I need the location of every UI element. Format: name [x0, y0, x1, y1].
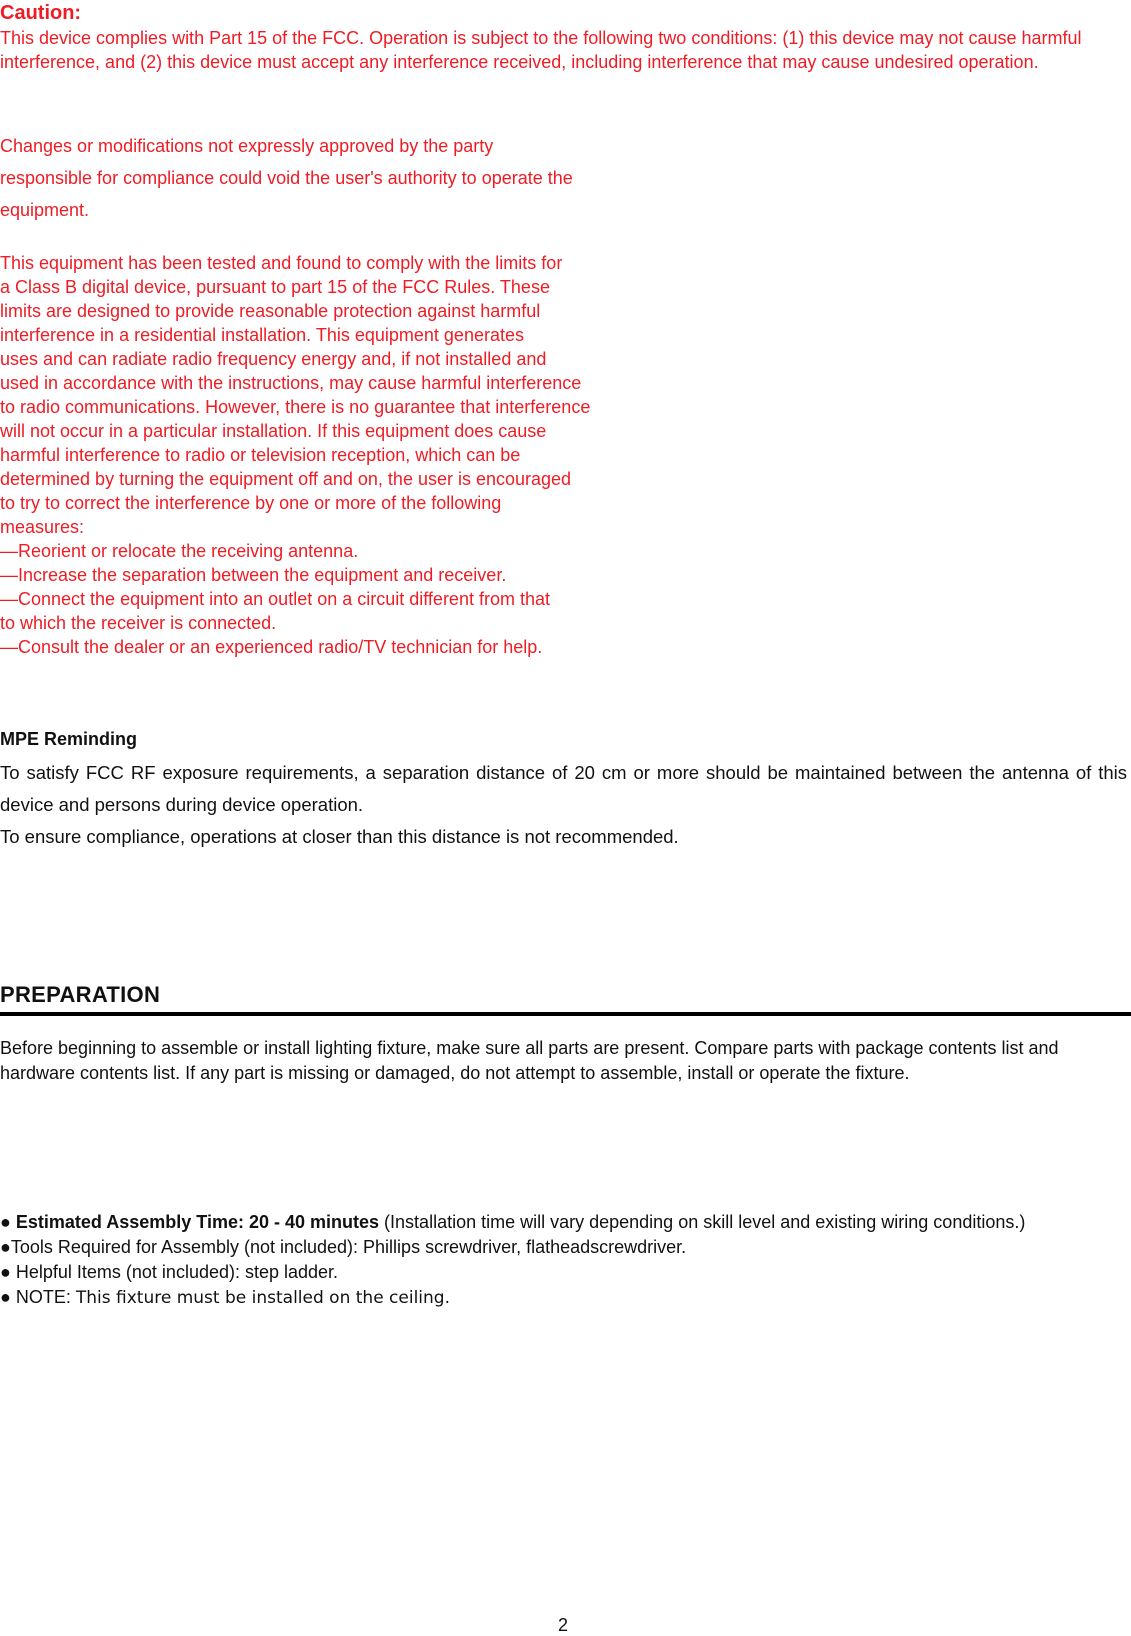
preparation-body: Before beginning to assemble or install lighting fixture, make sure all parts are present. Compare parts with package contents list and hardware contents list. If any part is missing or damaged, do not attempt to assemble, install or operate the fixture.: [0, 1038, 1059, 1083]
modifications-warning-line: Changes or modifications not expressly approved by the party: [0, 136, 494, 156]
assembly-info-list: [0, 1210, 1128, 1311]
section-divider: [0, 1012, 1131, 1016]
class-b-statement: [0, 251, 760, 659]
helpful-items-item: ● Helpful Items (not included): step ladder.: [0, 1262, 339, 1282]
page-number: 2: [558, 1615, 569, 1635]
class-b-line: harmful interference to radio or television reception, which can be: [0, 445, 521, 465]
mpe-paragraph: To satisfy FCC RF exposure requirements, a separation distance of 20 cm or more should be maintained between the antenna of this device and persons during device operation.: [0, 762, 1127, 815]
class-b-measure: —Increase the separation between the equipment and receiver.: [0, 565, 507, 585]
note-label: ● NOTE:: [0, 1287, 71, 1307]
preparation-heading: PREPARATION: [0, 982, 161, 1007]
note-text: This fixture must be installed on the ceiling.: [75, 1288, 450, 1308]
modifications-warning-line: responsible for compliance could void the user's authority to operate the: [0, 168, 573, 188]
class-b-line: will not occur in a particular installation. If this equipment does cause: [0, 421, 547, 441]
assembly-time-item: [0, 1210, 1128, 1235]
modifications-warning-line: equipment.: [0, 200, 90, 220]
class-b-line: This equipment has been tested and found to comply with the limits for: [0, 253, 563, 273]
class-b-line: a Class B digital device, pursuant to part 15 of the FCC Rules. These: [0, 277, 550, 297]
modifications-warning: [0, 130, 700, 226]
assembly-time-label: Estimated Assembly Time: 20 - 40 minutes: [15, 1212, 380, 1232]
mpe-paragraph: To ensure compliance, operations at closer than this distance is not recommended.: [0, 826, 679, 847]
mpe-body: [0, 757, 1127, 853]
class-b-line: to try to correct the interference by one or more of the following: [0, 493, 502, 513]
note-item: [0, 1285, 1128, 1311]
fcc-compliance-statement: This device complies with Part 15 of the FCC. Operation is subject to the following two conditions: (1) this device may not cause harmful interference, and (2) this device must accept any interference received, including interference that may cause undesired operation.: [0, 28, 1082, 72]
mpe-heading: MPE Reminding: [0, 729, 138, 749]
class-b-line: used in accordance with the instructions, may cause harmful interference: [0, 373, 582, 393]
class-b-measure: —Connect the equipment into an outlet on a circuit different from that: [0, 589, 550, 609]
class-b-line: limits are designed to provide reasonable protection against harmful: [0, 301, 541, 321]
class-b-line: measures:: [0, 517, 85, 537]
class-b-line: interference in a residential installation. This equipment generates: [0, 325, 524, 345]
tools-required-item: ●Tools Required for Assembly (not included): Phillips screwdriver, flatheadscrewdriver.: [0, 1237, 687, 1257]
assembly-time-note: (Installation time will vary depending on skill level and existing wiring conditions.): [384, 1212, 1026, 1232]
bullet-icon: ●: [0, 1212, 11, 1232]
class-b-measure: —Consult the dealer or an experienced radio/TV technician for help.: [0, 637, 543, 657]
class-b-measure: to which the receiver is connected.: [0, 613, 277, 633]
class-b-line: uses and can radiate radio frequency energy and, if not installed and: [0, 349, 547, 369]
caution-heading: Caution:: [0, 2, 82, 24]
class-b-measure: —Reorient or relocate the receiving antenna.: [0, 541, 359, 561]
class-b-line: determined by turning the equipment off and on, the user is encouraged: [0, 469, 572, 489]
class-b-line: to radio communications. However, there is no guarantee that interference: [0, 397, 591, 417]
